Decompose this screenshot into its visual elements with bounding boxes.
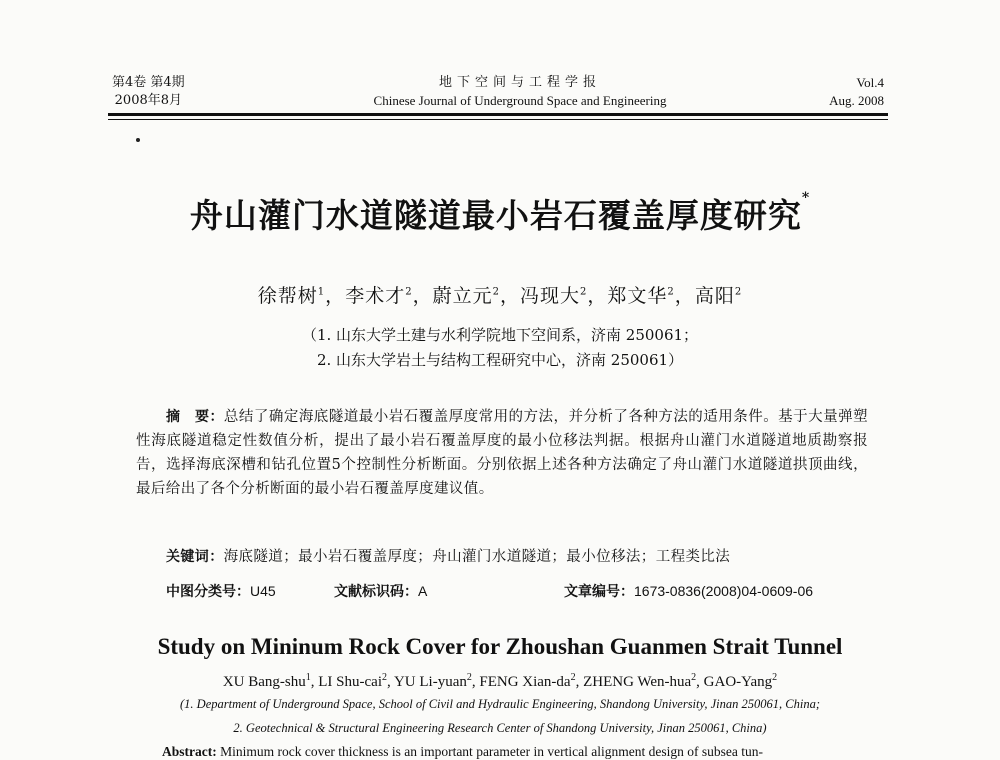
- date-cn: 2008年8月: [114, 93, 183, 108]
- abstract-en-text: Minimum rock cover thickness is an important parameter in vertical alignment design of subsea tun-: [220, 744, 763, 759]
- header-left: [112, 74, 185, 110]
- header-rule-thick: [108, 113, 888, 116]
- affiliation-en-2: 2. Geotechnical & Structural Engineering Research Center of Shandong University, Jinan 250061, China): [233, 721, 767, 735]
- volume-issue-cn: 第4卷 第4期: [112, 75, 185, 90]
- affiliation-cn-2: 2. 山东大学岩土与结构工程研究中心，济南 250061）: [316, 351, 684, 369]
- article-title-cn: [0, 190, 1000, 237]
- clc-number: 中图分类号：U45: [166, 583, 276, 600]
- title-footnote-mark: *: [801, 190, 811, 206]
- author-en: ZHENG Wen-hua$^2$,: [583, 672, 704, 690]
- author-cn: 高阳$^2$: [694, 285, 743, 307]
- author-cn: 蔚立元$^2$，: [432, 285, 520, 307]
- affiliations-cn: [0, 323, 1000, 373]
- document-code: 文献标识码：A: [334, 583, 428, 600]
- header-center: [330, 74, 710, 110]
- scan-speck: [136, 138, 140, 142]
- author-en: LI Shu-cai$^2$,: [318, 672, 394, 690]
- author-en: FENG Xian-$da^2$,: [479, 672, 584, 690]
- volume-en: Vol.4: [856, 75, 884, 90]
- date-en: Aug. 2008: [829, 93, 884, 108]
- abstract-en: [162, 744, 882, 760]
- authors-en: [0, 672, 1000, 691]
- article-number: 文章编号：1673-0836(2008)04-0609-06: [564, 583, 814, 600]
- keywords-label: 关键词：: [166, 549, 224, 565]
- authors-cn: [0, 281, 1000, 308]
- article-title-en: Study on Mininum Rock Cover for Zhoushan Guanmen Strait Tunnel: [157, 634, 843, 659]
- abstract-en-label: Abstract:: [162, 744, 217, 759]
- author-cn: 冯现大$^2$，: [520, 285, 608, 307]
- journal-name-en: Chinese Journal of Underground Space and Engineering: [373, 93, 667, 108]
- affiliation-cn-1: （1. 山东大学土建与水利学院地下空间系，济南 250061；: [301, 326, 699, 344]
- keywords-text: 海底隧道；最小岩石覆盖厚度；舟山灌门水道隧道；最小位移法；工程类比法: [223, 549, 731, 565]
- title-cn-text: 舟山灌门水道隧道最小岩石覆盖厚度研究: [189, 196, 802, 235]
- author-en: YU Li-yuan$^2$,: [393, 672, 480, 690]
- abstract-cn: [136, 405, 868, 501]
- abstract-cn-label: 摘 要：: [166, 409, 224, 425]
- affiliation-en-1: (1. Department of Underground Space, School of Civil and Hydraulic Engineering, Shandong University, Jinan 250061, China;: [180, 697, 820, 711]
- keywords-cn: [166, 545, 730, 566]
- author-en: XU Bang-shu$^1$,: [222, 672, 319, 690]
- author-en: GAO-Yang$^2$: [703, 672, 778, 690]
- journal-name-cn: 地下空间与工程学报: [438, 75, 601, 90]
- author-cn: 郑文华$^2$，: [607, 285, 695, 307]
- abstract-cn-text: 总结了确定海底隧道最小岩石覆盖厚度常用的方法，并分析了各种方法的适用条件。基于大量弹塑性海底隧道稳定性数值分析，提出了最小岩石覆盖厚度的最小位移法判据。根据舟山灌门水道隧道地质勘察报告，选择海底深槽和钻孔位置5个控制性分析断面。分别依据上述各种方法确定了舟山灌门水道隧道拱顶曲线，最后给出了各个分析断面的最小岩石覆盖厚度建议值。: [136, 409, 868, 497]
- author-cn: 李术才$^2$，: [345, 285, 433, 307]
- header-rule-thin: [108, 119, 888, 120]
- author-cn: 徐帮树$^1$，: [257, 285, 346, 307]
- header-right: [829, 74, 884, 110]
